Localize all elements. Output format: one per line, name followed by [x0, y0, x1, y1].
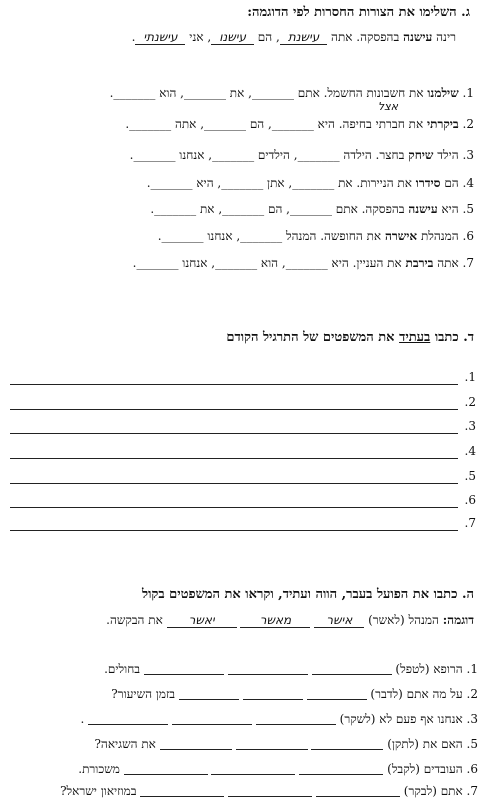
h-item-2 [111, 687, 478, 702]
example-rest: בהפסקה. אתה [331, 30, 400, 44]
example-pre: המנהל (לאשר) [368, 613, 439, 627]
item-end: בזמן השיעור? [111, 687, 176, 701]
d-answer-line-3[interactable] [10, 433, 458, 434]
g-item-4 [147, 176, 474, 191]
item-text[interactable]: את חברתי בחיפה. היא _______, הם _______, אתה _______. [125, 117, 424, 131]
item-text[interactable]: בחצר. הילדה _______, הילדים _______, אנחנו _______. [129, 148, 405, 162]
item-verb: ביקרתי [426, 117, 459, 131]
item-number: 7. [466, 784, 478, 798]
item-number: 7. [462, 256, 474, 270]
g-item-2 [125, 117, 474, 132]
d-num-5: 5. [464, 469, 476, 483]
blank-past[interactable] [312, 673, 392, 675]
blank-future[interactable] [88, 723, 168, 725]
item-number: 6. [462, 229, 474, 243]
item-pre: המנהלת [420, 229, 459, 243]
example-future: יאשר [167, 613, 237, 628]
h-item-7 [60, 784, 478, 799]
item-pre: העובדים (לקבל) [387, 762, 463, 776]
d-answer-line-2[interactable] [10, 409, 458, 410]
section-d-title [226, 329, 474, 345]
g-item-6 [158, 229, 474, 244]
blank-past[interactable] [307, 698, 367, 700]
blank-future[interactable] [160, 748, 232, 750]
item-text[interactable]: את חשבונות החשמל. אתם _______, את _______, הוא _______. [109, 86, 424, 100]
item-end: במוזיאון ישראל? [60, 784, 137, 798]
h-item-1 [104, 662, 478, 677]
d-num-7: 7. [464, 516, 476, 530]
d-answer-line-7[interactable] [10, 530, 458, 531]
item-verb: סידרו [415, 176, 441, 190]
h-item-5 [94, 737, 478, 752]
item-pre: הילד [437, 148, 459, 162]
blank-past[interactable] [299, 773, 383, 775]
d-num-3: 3. [464, 419, 476, 433]
item-verb: אישרה [384, 229, 418, 243]
d-num-1: 1. [464, 370, 476, 384]
example-verb: עישנה [403, 30, 433, 44]
example-end: את הבקשה. [106, 613, 163, 627]
blank-present[interactable] [228, 795, 312, 797]
handwritten-note: אצל [377, 100, 398, 113]
blank-past[interactable] [316, 795, 400, 797]
example-hem: , הם [257, 30, 280, 44]
item-pre: הם [444, 176, 459, 190]
item-text[interactable]: את החופשה. המנהל _______, אנחנו _______. [157, 229, 382, 243]
d-answer-line-4[interactable] [10, 458, 458, 459]
item-pre: האם את (לתקן) [387, 737, 463, 751]
item-number: 3. [466, 712, 478, 726]
item-text[interactable]: את העניין. היא _______, הוא _______, אנחנו _______. [132, 256, 402, 270]
item-pre: הרופא (לטפל) [395, 662, 463, 676]
item-number: 2. [462, 117, 474, 131]
item-verb: שילמנו [427, 86, 459, 100]
section-h-title: ה. כתבו את הפועל בעבר, הווה ועתיד, וקראו את המשפטים בקול [141, 587, 474, 602]
d-answer-line-5[interactable] [10, 483, 458, 484]
section-g-title: ג. השלימו את הצורות החסרות לפי הדוגמה: [247, 5, 470, 20]
section-h-example [106, 613, 474, 628]
blank-past[interactable] [311, 748, 383, 750]
item-number: 2. [466, 687, 478, 701]
item-pre: אתה [437, 256, 459, 270]
item-number: 4. [462, 176, 474, 190]
blank-future[interactable] [179, 698, 239, 700]
blank-present[interactable] [211, 773, 295, 775]
blank-present[interactable] [236, 748, 308, 750]
item-verb: עישנה [408, 202, 438, 216]
d-answer-line-6[interactable] [10, 507, 458, 508]
d-num-4: 4. [464, 444, 476, 458]
item-pre: על מה אתם (לדבר) [370, 687, 463, 701]
blank-present[interactable] [243, 698, 303, 700]
d-num-2: 2. [464, 395, 476, 409]
item-number: 1. [466, 662, 478, 676]
example-ani: , אני [189, 30, 212, 44]
item-verb: בירבת [405, 256, 434, 270]
item-end: בחולים. [104, 662, 141, 676]
example-answer-1: עישנת [280, 30, 327, 45]
example-present: מאשר [240, 613, 310, 628]
section-g-example [132, 30, 456, 45]
item-number: 6. [466, 762, 478, 776]
g-item-7 [133, 256, 474, 271]
item-number: 5. [466, 737, 478, 751]
blank-future[interactable] [140, 795, 224, 797]
blank-present[interactable] [228, 673, 308, 675]
item-pre: אתם (לבקר) [403, 784, 463, 798]
example-answer-3: עישנתי [135, 30, 185, 45]
example-label: דוגמה: [442, 613, 474, 627]
example-end: . [131, 30, 136, 44]
blank-present[interactable] [172, 723, 252, 725]
g-item-3 [130, 148, 474, 163]
example-prefix: רינה [436, 30, 456, 44]
d-answer-line-1[interactable] [10, 384, 458, 385]
g-item-5 [150, 202, 474, 217]
example-past: אישר [314, 613, 364, 628]
item-pre: היא [441, 202, 459, 216]
blank-past[interactable] [256, 723, 336, 725]
h-item-3 [81, 712, 478, 727]
item-end: . [80, 712, 85, 726]
blank-future[interactable] [144, 673, 224, 675]
item-number: 3. [462, 148, 474, 162]
item-text[interactable]: בהפסקה. אתם _______, הם _______, את _______. [150, 202, 405, 216]
title-part: ד. כתבו [434, 330, 474, 345]
title-underlined: בעתיד [399, 330, 431, 345]
item-pre: אנחנו אף פעם לא (לשקר) [339, 712, 463, 726]
d-num-6: 6. [464, 493, 476, 507]
h-item-6 [78, 762, 478, 777]
item-end: משכורת. [78, 762, 120, 776]
item-end: את השגיאה? [94, 737, 156, 751]
blank-future[interactable] [124, 773, 208, 775]
item-number: 5. [462, 202, 474, 216]
item-verb: שיחק [408, 148, 434, 162]
title-part: את המשפטים של התרגיל הקודם [226, 330, 395, 345]
g-item-1 [110, 86, 474, 101]
item-text[interactable]: את הניירות. את _______, אתן _______, היא _______. [146, 176, 412, 190]
item-number: 1. [462, 86, 474, 100]
example-answer-2: עישנו [211, 30, 254, 45]
